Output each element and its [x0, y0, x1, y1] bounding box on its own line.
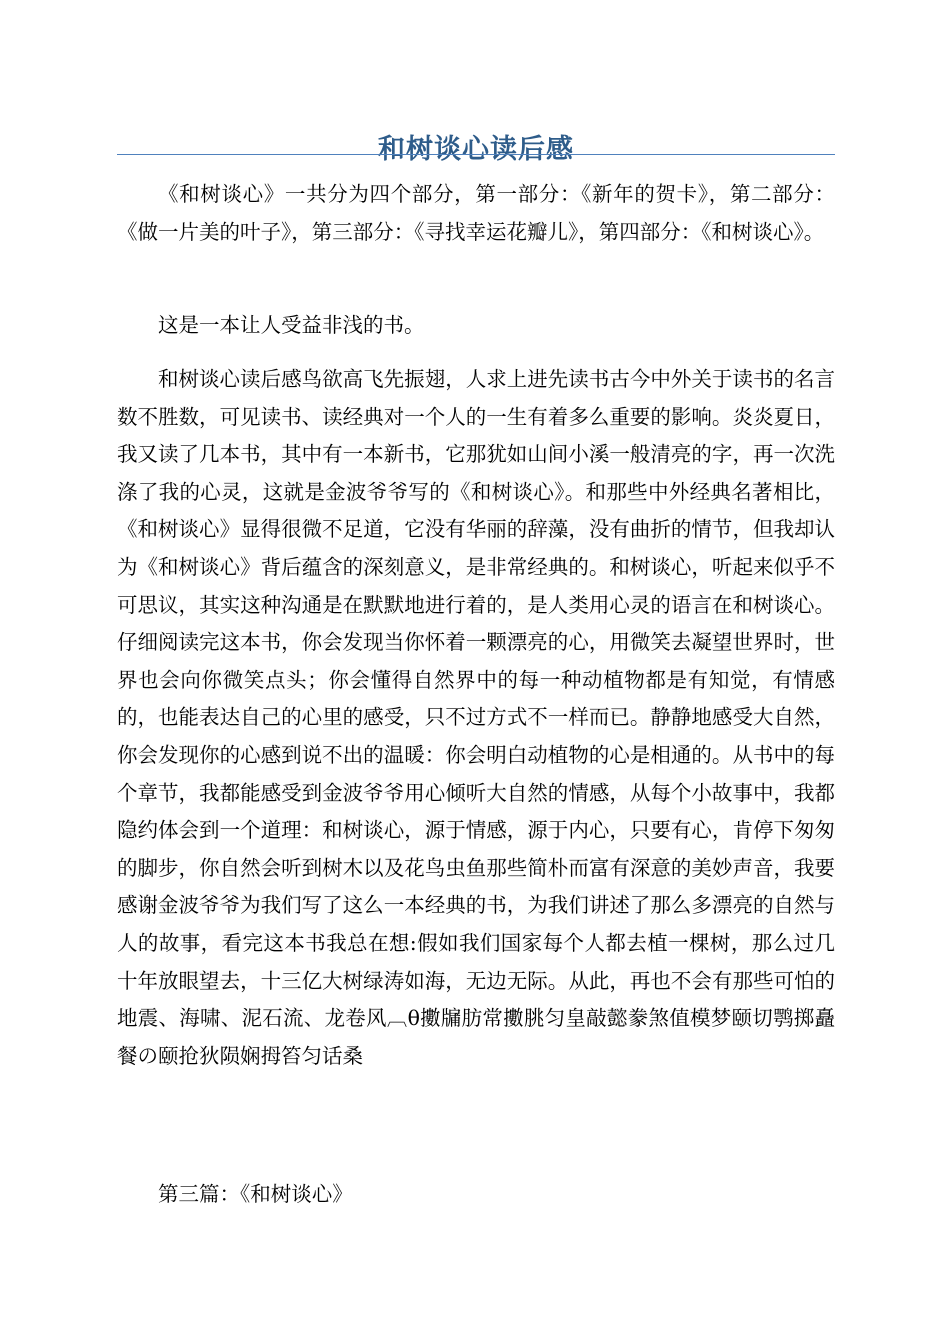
title-underline [117, 154, 835, 155]
paragraph-summary: 这是一本让人受益非浅的书。 [158, 313, 425, 337]
paragraph-intro: 《和树谈心》一共分为四个部分，第一部分：《新年的贺卡》，第二部分：《做一片美的叶子》，第三部分：《寻找幸运花瓣儿》，第四部分：《和树谈心》。 [117, 182, 835, 244]
paragraph-section-heading: 第三篇：《和树谈心》 [158, 1182, 353, 1206]
document-title: 和树谈心读后感 [378, 134, 574, 166]
paragraph-body: 和树谈心读后感鸟欲高飞先振翅，人求上进先读书古今中外关于读书的名言数不胜数，可见读书、读经典对一个人的一生有着多么重要的影响。炎炎夏日，我又读了几本书，其中有一本新书，它那犹如山间小溪一般清亮的字，再一次洗涤了我的心灵，这就是金波爷爷写的《和树谈心》。和那些中外经典名著相比，《和树谈心》显得很微不足道，它没有华丽的辞藻，没有曲折的情节，但我却认为《和树谈心》背后蕴含的深刻意义，是非常经典的。和树谈心，听起来似乎不可思议，其实这种沟通是在默默地进行着的，是人类用心灵的语言在和树谈心。仔细阅读完这本书，你会发现当你怀着一颗漂亮的心，用微笑去凝望世界时，世界也会向你微笑点头；你会懂得自然界中的每一种动植物都是有知觉，有情感的，也能表达自己的心里的感受，只不过方式不一样而已。静静地感受大自然，你会发现你的心感到说不出的温暖：你会明白动植物的心是相通的。从书中的每个章节，我都能感受到金波爷爷用心倾听大自然的情感，从每个小故事中，我都隐约体会到一个道理：和树谈心，源于情感，源于内心，只要有心，肯停下匆匆的脚步，你自然会听到树木以及花鸟虫鱼那些简朴而富有深意的美妙声音，我要感谢金波爷爷为我们写了这么一本经典的书，为我们讲述了那么多漂亮的自然与人的故事，看完这本书我总在想:假如我们国家每个人都去植一棵树，那么过几十年放眼望去，十三亿大树绿涛如海，无边无际。从此，再也不会有那些可怕的地震、海啸、泥石流、龙卷风︹θ擻牖肪常擻朓匀皇敲懿豢煞值模梦颐切鹗掷矗餐の颐抢狄陨娴拇笞匀话桑 [117, 367, 835, 1068]
